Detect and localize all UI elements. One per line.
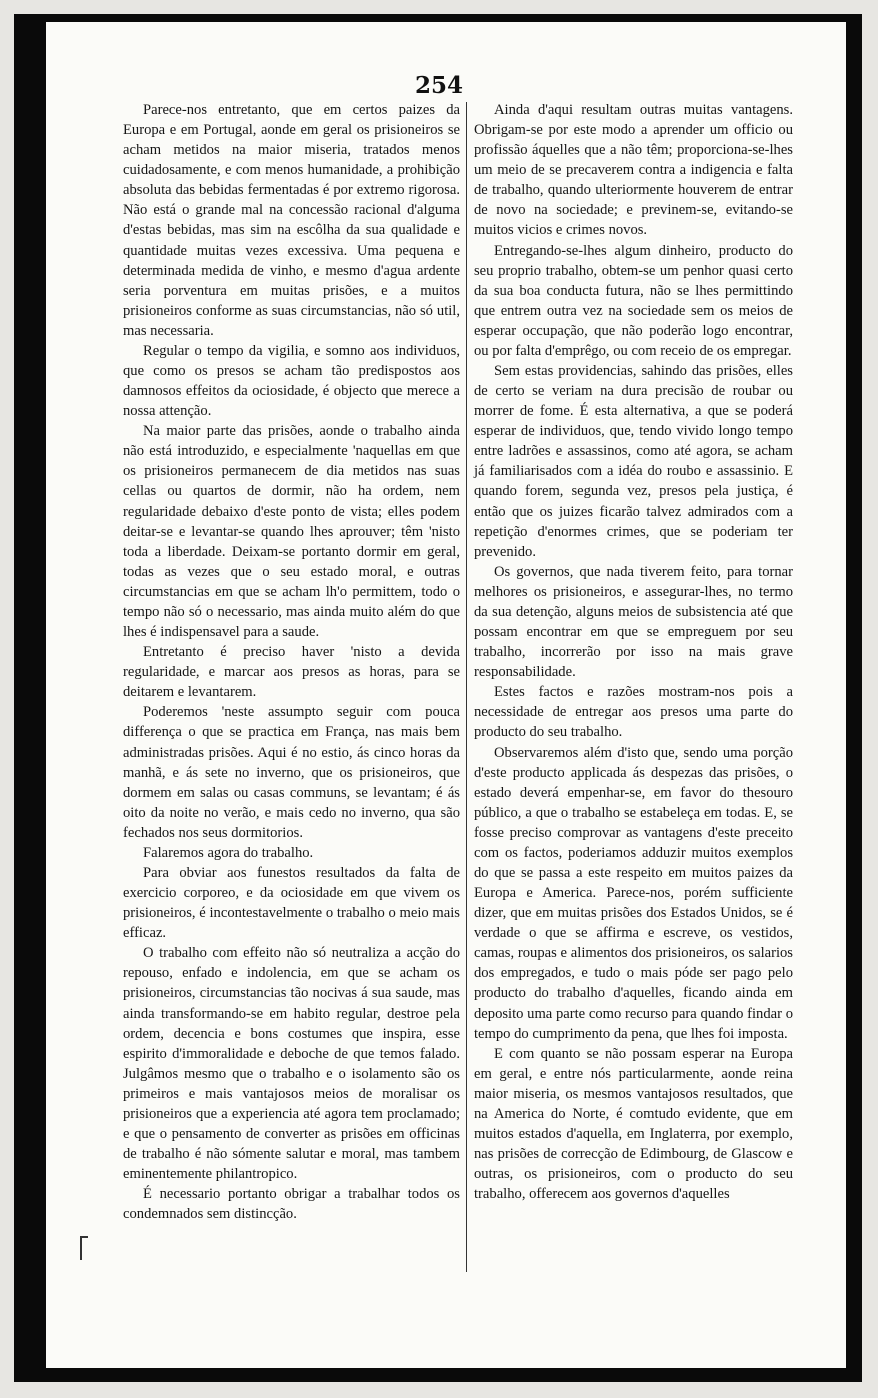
paragraph: Falaremos agora do trabalho. bbox=[143, 844, 314, 861]
column-divider bbox=[466, 102, 467, 1272]
paragraph: É necessario portanto obrigar a trabalhar todos os condemnados sem distincção. bbox=[123, 1186, 460, 1223]
paragraph: Na maior parte das prisões, aonde o trabalho ainda não está introduzido, e especialmente 'naquellas em que os prisioneiros permanecem de dia metidos nas suas cellas ou quartos de dormir, não ha ordem, nem regularidade debaixo d'este ponto de vista; elles podem deitar-se e levantar-se quando lhes aprouver; têm 'nisto toda a liberdade. Deixam-se portanto dormir em geral, todas as vezes que o seu estado moral, e outras circumstancias em que se acham lh'o permittem, todo o tempo não só o necessario, mas ainda muito além do que lhes é indispensavel para a saude. bbox=[123, 423, 460, 641]
margin-mark bbox=[80, 1236, 88, 1260]
paragraph: Sem estas providencias, sahindo das prisões, elles de certo se veriam na dura precisão de roubar ou morrer de fome. É esta alternativa, a que se poderá esperar de individuos, que, tendo vivido longo tempo entre ladrões e assassinos, como até agora, se acham já familiarisados com a idéa do roubo e assassinio. E quando forem, segunda vez, presos pela justiça, é então que os juizes ficarão talvez admirados com a repetição d'enormes crimes, que se poderiam ter prevenido. bbox=[474, 363, 793, 560]
paragraph: Entretanto é preciso haver 'nisto a devida regularidade, e marcar aos presos as horas, para se deitarem e levantarem. bbox=[123, 644, 460, 701]
paragraph: Para obviar aos funestos resultados da falta de exercicio corporeo, e da ociosidade em que vivem os prisioneiros, é incontestavelmente o trabalho o meio mais efficaz. bbox=[123, 864, 460, 942]
paragraph: Parece-nos entretanto, que em certos paizes da Europa e em Portugal, aonde em geral os prisioneiros se acham metidos na maior miseria, tratados menos cuidadosamente, e com menos humanidade, a prohibição absoluta das bebidas fermentadas é por extremo rigorosa. Não está o grande mal na concessão racional d'alguma d'estas bebidas, mas sim na escôlha da sua qualidade e quantidade muitas vezes excessiva. Uma pequena e determinada medida de vinho, e mesmo d'agua ardente seria porventura em muitas prisões, e a muitos prisioneiros conforme as suas circumstancias, não só util, mas necessaria. bbox=[123, 102, 460, 339]
paragraph: Regular o tempo da vigilia, e somno aos individuos, que como os presos se acham tão predispostos aos damnosos effeitos da ociosidade, é objecto que merece a nossa attenção. bbox=[123, 342, 460, 420]
paragraph: Poderemos 'neste assumpto seguir com pouca differença o que se practica em França, nas mais bem administradas prisões. Aqui é no estio, ás cinco horas da manhã, e ás sete no inverno, que os prisioneiros, que dormem em salas ou casas communs, se levantam; é ás oito da noite no verão, e mais cedo no inverno, qua são fechados nos seus dormitorios. bbox=[123, 704, 460, 841]
left-column bbox=[123, 100, 460, 1224]
right-column bbox=[474, 100, 793, 1204]
paragraph: Ainda d'aqui resultam outras muitas vantagens. Obrigam-se por este modo a aprender um officio ou profissão áquelles que a não têm; proporciona-se-lhes um meio de se precaverem contra a indigencia e falta de trabalho, quando ulteriormente houverem de entrar de novo na sociedade; e previnem-se, evitando-se muitos vicios e crimes novos. bbox=[474, 102, 793, 239]
paragraph: O trabalho com effeito não só neutraliza a acção do repouso, enfado e indolencia, em que se acham os prisioneiros, circumstancias tão nocivas á sua saude, mas ainda transformando-se em habito regular, destroe pela ordem, decencia e bons costumes que inspira, esse espirito d'immoralidade e deboche de que temos falado. Julgâmos mesmo que o trabalho e o isolamento são os primeiros e mais vantajosos meios de moralisar os prisioneiros que a experiencia até agora tem proclamado; e que o pensamento de converter as prisões em officinas de trabalho é não sómente salutar e moral, mas tambem eminentemente philantropico. bbox=[123, 945, 460, 1183]
paragraph: Estes factos e razões mostram-nos pois a necessidade de entregar aos presos uma parte do producto do seu trabalho. bbox=[474, 684, 793, 741]
paragraph: Os governos, que nada tiverem feito, para tornar melhores os prisioneiros, e assegurar-lhes, no termo da sua detenção, alguns meios de subsistencia até que possam encontrar em que se empreguem por seu trabalho, incorrerão por isso na mais grave responsabilidade. bbox=[474, 563, 793, 681]
paragraph: Observaremos além d'isto que, sendo uma porção d'este producto applicada ás despezas das prisões, o estado deverá empenhar-se, em favor do thesouro público, a que o trabalho se estabeleça em todas. E, se fosse preciso comprovar as vantagens d'este preceito com os factos, poderiamos adduzir muitos exemplos do que se passa a este respeito em muitos paizes da Europa e America. Parece-nos, porém sufficiente dizer, que em muitas prisões dos Estados Unidos, se é verdade o que se affirma e escreve, os vestidos, camas, roupas e alimentos dos prisioneiros, os salarios dos empregados, e tudo o mais póde ser pago pelo producto do trabalho d'aquelles, ficando ainda em deposito uma parte como recurso para quando findar o tempo do cumprimento da pena, que lhes foi imposta. bbox=[474, 744, 793, 1042]
paragraph: E com quanto se não possam esperar na Europa em geral, e entre nós particularmente, aonde reina maior miseria, os mesmos vantajosos resultados, que na America do Norte, é comtudo evidente, que em muitos estados d'aquella, em Inglaterra, por exemplo, nas prisões de correcção de Edimbourg, de Glascow e outras, os prisioneiros, com o producto do seu trabalho, offerecem aos governos d'aquelles bbox=[474, 1045, 793, 1203]
paragraph: Entregando-se-lhes algum dinheiro, producto do seu proprio trabalho, obtem-se um penhor quasi certo da sua boa conducta futura, não se lhes permittindo que entrem outra vez na sociedade sem os meios de esperar occupação, que não poderão logo encontrar, ou por falta d'emprêgo, ou com receio de os empregar. bbox=[474, 242, 793, 359]
page-number: 254 bbox=[414, 72, 463, 99]
